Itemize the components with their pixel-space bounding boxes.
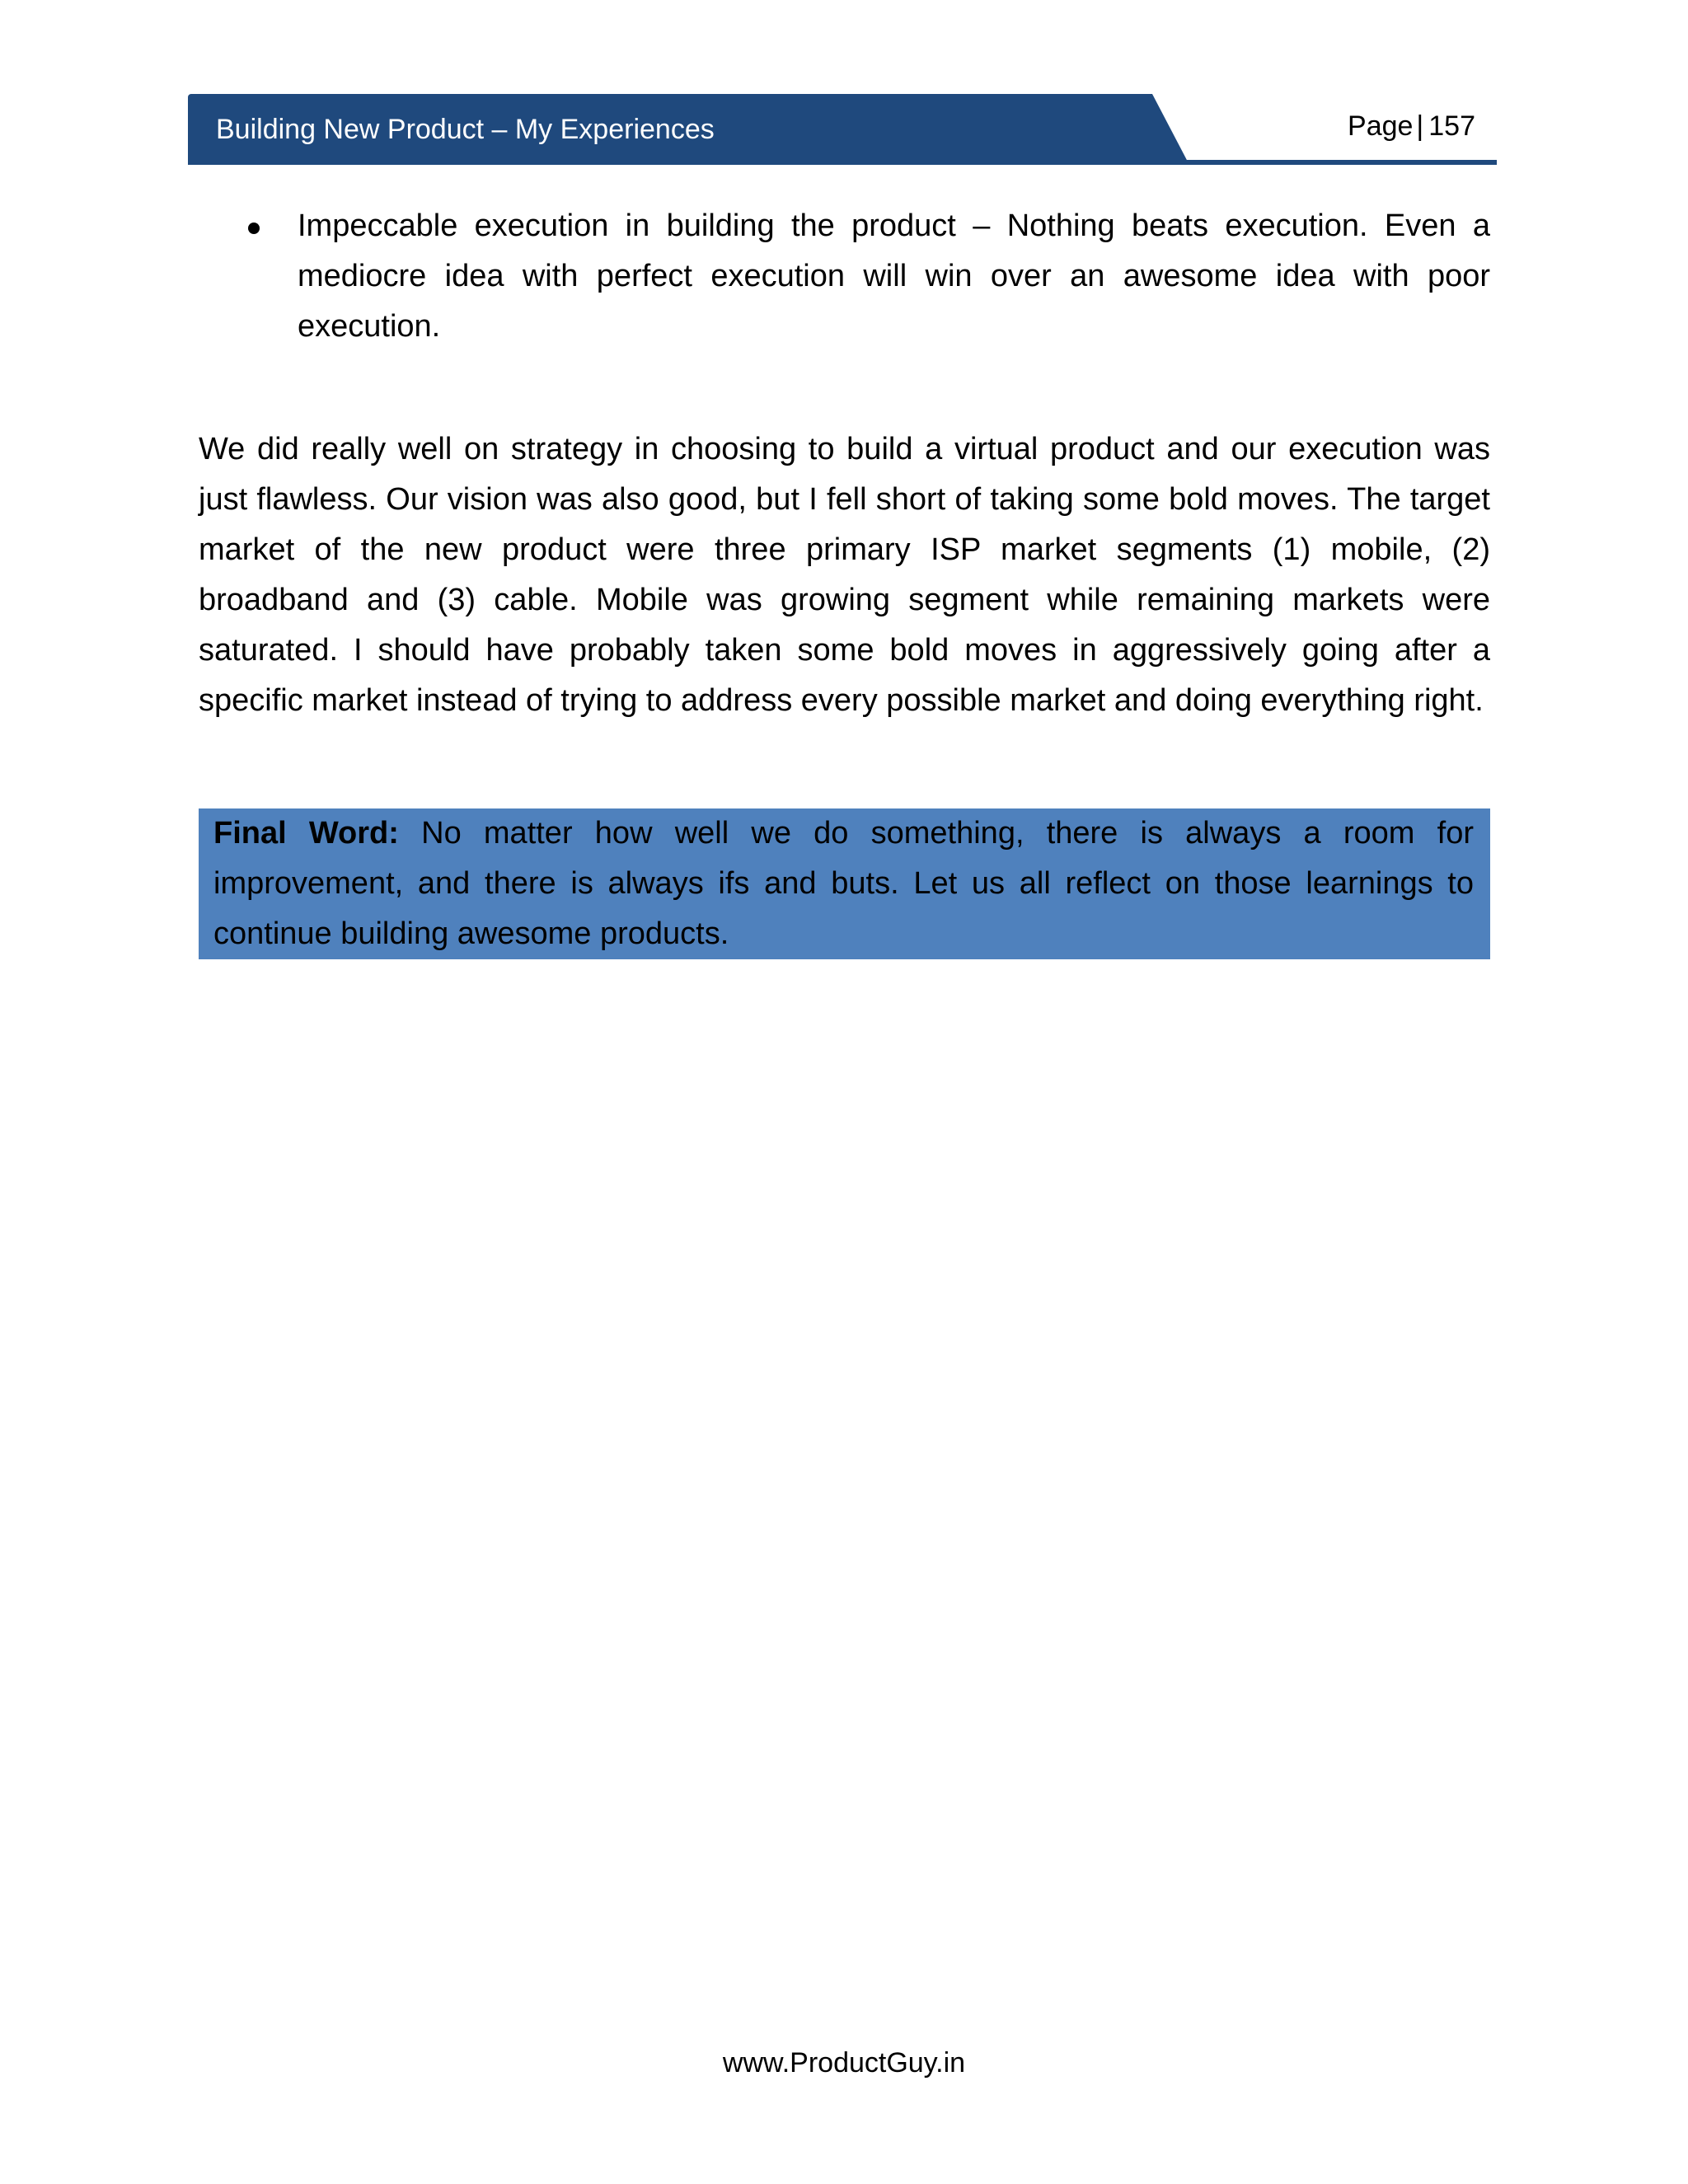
- page-footer: [0, 2047, 1688, 2079]
- body-paragraph: We did really well on strategy in choosing to build a virtual product and our execution was just flawless. Our vision was also good, but I fell short of taking some bold moves. The target market of the new product were three primary ISP market segments (1) mobile, (2) broadband and (3) cable. Mobile was growing segment while remaining markets were saturated. I should have probably taken some bold moves in aggressively going after a specific market instead of trying to address every possible market and doing everything right.: [199, 432, 1490, 718]
- page-separator: |: [1416, 110, 1424, 142]
- page-label: Page: [1348, 110, 1414, 142]
- final-word-label: Final Word:: [213, 816, 399, 851]
- final-word-text: No matter how well we do something, there is always a room for improvement, and there is always ifs and buts. Let us all reflect on those learnings to continue building awesome products.: [213, 816, 1474, 951]
- page-number-label: [1348, 110, 1475, 143]
- page-header: [188, 94, 1497, 166]
- page-content: [199, 201, 1490, 959]
- bullet-item: [199, 201, 1490, 352]
- bullet-dot-icon: [248, 223, 260, 234]
- bullet-text: Impeccable execution in building the product – Nothing beats execution. Even a mediocre idea with perfect execution will win over an awesome idea with poor execution.: [298, 209, 1490, 344]
- document-title: Building New Product – My Experiences: [216, 114, 715, 145]
- final-word-callout: [199, 808, 1490, 959]
- header-rule: [1119, 160, 1497, 165]
- page-number-value: 157: [1428, 110, 1475, 142]
- footer-url: www.ProductGuy.in: [722, 2047, 966, 2079]
